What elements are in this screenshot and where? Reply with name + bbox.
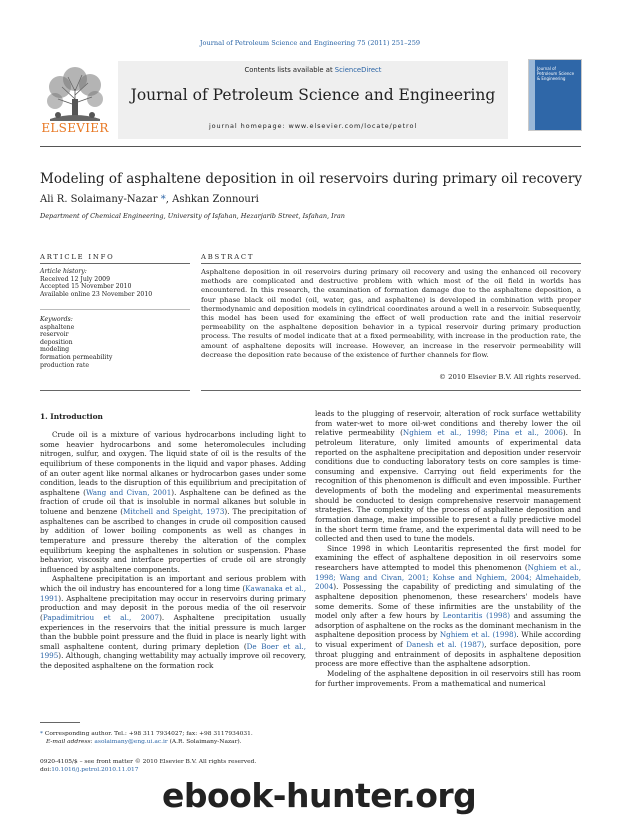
- keyword: asphaltene: [40, 323, 75, 331]
- citation-link[interactable]: Leontaritis (1998): [442, 611, 511, 621]
- author-affiliation: Department of Chemical Engineering, University of Isfahan, Hezarjarib Street, Isfahan, Iran: [40, 212, 345, 220]
- article-info-separator: [40, 309, 190, 310]
- text-run: leads to the plugging of reservoir, alteration of rock surface wettability from water-wet to more oil-wet conditions and thereby lower the oil relative permeability (: [315, 409, 581, 438]
- text-run: ). The precipitation of asphaltenes can be ascribed to changes in crude oil composition caused by addition of lower boiling components as well as changes in temperature and pressure thereby the alteration of the complex equilibrium keeping the asphaltenes in solution or suspension. Phase behavior, viscosity and interface properties of crude oil are strongly influenced by asphaltene components.: [40, 507, 306, 574]
- keyword: modeling: [40, 346, 70, 354]
- footnote-mark: *: [40, 731, 43, 737]
- keyword: reservoir: [40, 331, 69, 339]
- citation-link[interactable]: Papadimitriou et al., 2007: [42, 612, 160, 622]
- text-column-right: [315, 409, 581, 688]
- author-1: Ali R. Solaimany-Nazar: [40, 194, 158, 205]
- keyword: production rate: [40, 361, 89, 369]
- citation-link[interactable]: Mitchell and Speight, 1973: [123, 507, 225, 516]
- keywords-label: Keywords:: [40, 316, 73, 323]
- homepage-url[interactable]: www.elsevier.com/locate/petrol: [288, 122, 418, 130]
- author-separator: ,: [165, 194, 173, 205]
- abstract-rule: [201, 263, 581, 264]
- abstract-body: Asphaltene deposition in oil reservoirs during primary oil recovery and using the enhanced oil recovery methods are complicated and destructive problem with which most of the oil field in worlds has encountered. In this research, the examination of formation damage due to the asphaltene deposition, a four phase black oil model (oil, water, gas, and asphaltene) is developed in combination with proper thermodynamic and deposition models in cylindrical coordinates around a well in a reservoir. Subsequently, this model has been used for examining the effect of well production rate and the initial reservoir permeability on the asphaltene deposition behavior in a typical reservoir during primary production process. The results of model indicate that at a fixed permeability, with increase in the production rate, the amount of asphaltene deposits will increase. However, an increase in the reservoir permeability will decrease the deposition rate because of the existence of further channels for flow.: [201, 268, 581, 359]
- article-info-bottom-rule: [40, 390, 190, 391]
- history-online: Available online 23 November 2010: [40, 290, 153, 298]
- text-run: ). Possessing the capability of predicting and simulating of the asphaltene deposition phenomenon, these researchers' models have some demerits. Some of these infirmities are the unstability of the model only after a few hours by: [315, 582, 581, 621]
- citation-link[interactable]: Nghiem et al. (1998): [439, 630, 517, 640]
- email-label: E-mail address:: [46, 738, 95, 745]
- citation-link[interactable]: De Boer et al., 1995: [40, 641, 306, 661]
- doi-link[interactable]: 10.1016/j.petrol.2010.11.017: [51, 766, 139, 773]
- watermark-text: ebook-hunter.org: [162, 776, 477, 815]
- intro-paragraph-4: [315, 544, 581, 669]
- text-run: Modeling of the asphaltene deposition in oil reservoirs still has room for further improvements. From a mathematical and numerical: [315, 668, 581, 688]
- article-info-rule: [40, 263, 190, 264]
- keyword: deposition: [40, 338, 73, 346]
- text-run: ). In petroleum literature, only limited amounts of experimental data reported on the asphaltene precipitation and deposition under reservoir conditions due to conducting laboratory tests on core samples is time-consuming and expensive. Carrying out field experiments for the recognition of this phenomenon is difficult and even impossible. Further developments of both the modeling and experimental measurements should be conducted to design comprehensive reservoir management strategies. The complexity of the process of asphaltene deposition and formation damage, make impossible to present a fully predictive model in the short term time frame, and the experimental data will need to be collected and then used to tune the models.: [315, 428, 581, 544]
- text-run: ). Although, changing wettability may actually improve oil recovery, the deposited asphaltene on the formation rock: [40, 651, 306, 670]
- header-divider: [40, 146, 581, 147]
- journal-homepage: [118, 122, 508, 130]
- author-2: Ashkan Zonnouri: [172, 194, 259, 205]
- text-run: ). Asphaltene can be defined as the fraction of crude oil that is insoluble in normal alkanes but soluble in toluene and benzene (: [40, 487, 307, 516]
- abstract-copyright: © 2010 Elsevier B.V. All rights reserved.: [439, 373, 581, 381]
- paper-title: Modeling of asphaltene deposition in oil reservoirs during primary oil recovery: [40, 171, 582, 187]
- journal-title: Journal of Petroleum Science and Engineering: [130, 86, 496, 104]
- issn-line: 0920-4105/$ – see front matter © 2010 Elsevier B.V. All rights reserved.: [40, 759, 257, 765]
- footnote-line-2: [40, 739, 340, 747]
- journal-cover-thumbnail: [528, 59, 582, 131]
- doi-line: [40, 767, 340, 775]
- abstract-heading: ABSTRACT: [201, 253, 255, 261]
- doi-label: doi:: [40, 766, 52, 773]
- history-received: Received 12 July 2009: [40, 275, 111, 283]
- keyword: formation permeability: [40, 353, 113, 361]
- journal-citation[interactable]: Journal of Petroleum Science and Engineering 75 (2011) 251–259: [199, 39, 421, 47]
- text-run: Asphaltene precipitation is an important and serious problem with which the oil industry has encountered for a long time (: [40, 574, 306, 593]
- sciencedirect-link[interactable]: ScienceDirect: [334, 66, 382, 74]
- homepage-prefix: journal homepage:: [208, 122, 289, 130]
- article-history: [40, 268, 190, 298]
- footnote-rule: [40, 722, 80, 723]
- keywords-list: [40, 316, 190, 369]
- text-run: Since 1998 in which Leontaritis represented the first model for examining the effect of asphaltene deposition in oil reservoirs some researchers have attempted to model this phenomenon (: [315, 543, 581, 572]
- elsevier-wordmark: ELSEVIER: [41, 121, 109, 135]
- issn-block: [40, 759, 340, 774]
- intro-paragraph-3: [315, 409, 581, 544]
- text-run: ). Asphaltene precipitation usually experiences in the reservoirs that the initial pressure is much larger than the bubble point pressure and the fluid in place is nearly light with small asphaltene content, during primary depletion (: [40, 612, 306, 651]
- section-heading: 1. Introduction: [40, 412, 103, 421]
- intro-paragraph-5: [315, 669, 581, 688]
- intro-paragraph-1: [40, 430, 306, 574]
- history-accepted: Accepted 15 November 2010: [40, 283, 132, 291]
- citation-link[interactable]: Danesh et al. (1987): [406, 640, 485, 649]
- text-run: and assuming the adsorption of asphaltene on the rocks as the dominant mechanism in the asphaltene deposition process by: [315, 611, 581, 640]
- citation-link[interactable]: Wang and Civan, 2001: [86, 487, 172, 497]
- cover-title: Journal of Petroleum Science & Engineering: [537, 66, 575, 81]
- corresponding-author-footnote: [40, 731, 340, 746]
- text-run: . While according to visual experiment of: [315, 630, 582, 649]
- author-list: [40, 194, 259, 205]
- article-info-heading: ARTICLE INFO: [40, 253, 115, 261]
- contents-line: [118, 66, 508, 74]
- text-run: Crude oil is a mixture of various hydrocarbons including light to some heavier hydrocarbons and some heteromolecules including nitrogen, sulfur, and oxygen. The liquid state of oil is the results of the equilibrium of these components in the liquid and vapor phases. Adding of an outer agent like normal alkanes or hydrocarbon gases under some condition, leads to the disruption of this equilibrium and precipitation of asphaltene (: [40, 430, 306, 497]
- email-link[interactable]: asolaimany@eng.ui.ac.ir: [94, 738, 168, 745]
- footnote-contact: Corresponding author. Tel.: +98 311 7934027; fax: +98 3117934031.: [42, 731, 253, 737]
- intro-paragraph-2: [40, 574, 306, 670]
- history-label: Article history:: [40, 268, 87, 275]
- text-column-left: [40, 430, 306, 671]
- text-run: ). Asphaltene precipitation may occur in reservoirs during primary production and may deposit in the porous media of the oil reservoir (: [40, 593, 306, 622]
- corresponding-author-mark[interactable]: *: [160, 194, 166, 205]
- footnote-line-1: [40, 731, 340, 739]
- citation-link[interactable]: Nghiem et al., 1998; Wang and Civan, 2001; Kohse and Nghiem, 2004; Almehaideb, 2004: [315, 563, 581, 592]
- citation-link[interactable]: Kawanaka et al., 1991: [40, 584, 306, 603]
- email-owner: (A.R. Solaimany-Nazar).: [167, 738, 242, 745]
- text-run: , surface deposition, pore throat plugging and entrainment of deposits in asphaltene deposition process are more effective than the asphaltene adsorption.: [315, 640, 582, 669]
- contents-prefix: Contents lists available at: [244, 66, 335, 74]
- citation-link[interactable]: Nghiem et al., 1998; Pina et al., 2006: [402, 428, 563, 438]
- abstract-bottom-rule: [201, 390, 581, 391]
